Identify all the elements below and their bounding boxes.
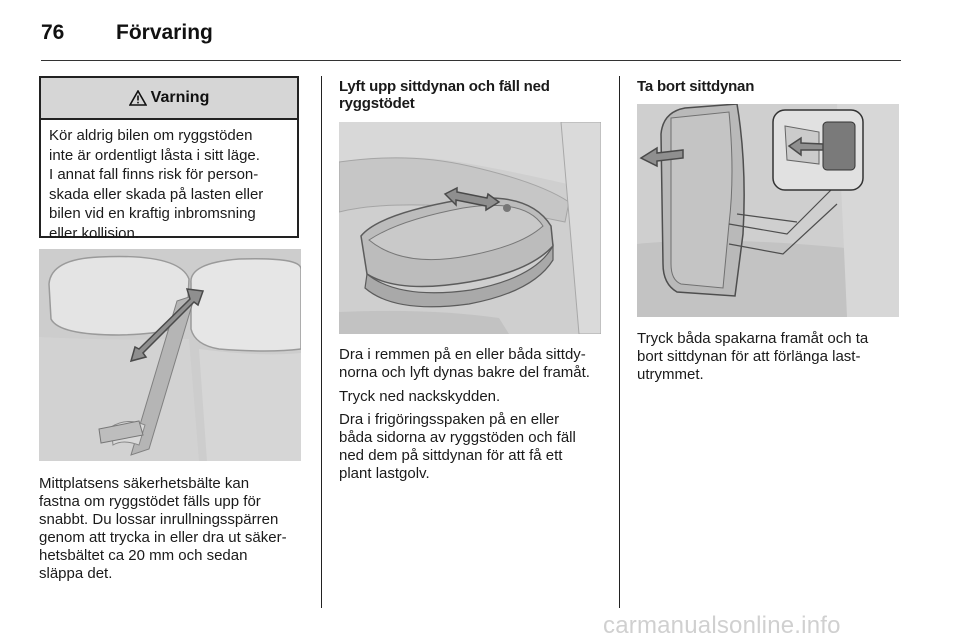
warning-body	[41, 120, 297, 243]
heading-line: Ta bort sittdynan	[637, 78, 755, 95]
warning-box	[39, 76, 299, 242]
warning-line: eller kollision.	[49, 224, 140, 242]
col2-line: plant lastgolv.	[339, 465, 430, 482]
section-heading-lift-cushion	[339, 78, 550, 112]
col3-paragraph	[637, 330, 868, 384]
col3-line: utrymmet.	[637, 366, 704, 383]
remove-cushion-illustration	[637, 104, 899, 317]
page-title: Förvaring	[116, 21, 213, 44]
warning-triangle-icon	[129, 90, 147, 106]
heading-line: ryggstödet	[339, 95, 415, 112]
col1-line: Mittplatsens säkerhetsbälte kan	[39, 475, 250, 492]
warning-header	[41, 78, 297, 120]
warning-line: skada eller skada på lasten eller	[49, 185, 264, 203]
col1-line: hetsbältet ca 20 mm och sedan	[39, 547, 248, 564]
col1-line: snabbt. Du lossar inrullningsspärren	[39, 511, 279, 528]
warning-line: I annat fall finns risk för person-	[49, 166, 259, 183]
col2-paragraph-3	[339, 411, 576, 483]
warning-line: bilen vid en kraftig inbromsning	[49, 205, 256, 222]
watermark: carmanualsonline.info	[603, 612, 841, 639]
col2-paragraph-2	[339, 388, 500, 406]
col2-line: norna och lyft dynas bakre del framåt.	[339, 364, 590, 381]
col3-line: Tryck båda spakarna framåt och ta	[637, 330, 869, 347]
col2-line: båda sidorna av ryggstöden och fäll	[339, 429, 576, 446]
section-heading-remove-cushion	[637, 78, 754, 95]
header-rule	[41, 60, 901, 61]
warning-line: Kör aldrig bilen om ryggstöden	[49, 127, 253, 144]
col3-line: bort sittdynan för att förlänga last-	[637, 348, 861, 365]
col1-paragraph	[39, 475, 287, 583]
seatbelt-illustration	[39, 249, 301, 461]
seat-cushion-illustration	[339, 122, 601, 334]
col2-line: Dra i frigöringsspaken på en eller	[339, 411, 560, 428]
col1-line: fastna om ryggstödet fälls upp för	[39, 493, 261, 510]
col2-paragraph-1	[339, 346, 590, 382]
heading-line: Lyft upp sittdynan och fäll ned	[339, 78, 550, 95]
column-divider	[619, 76, 620, 608]
warning-line: inte är ordentligt låsta i sitt läge.	[49, 146, 260, 164]
page-number: 76	[41, 21, 65, 44]
col2-line: Tryck ned nackskydden.	[339, 388, 501, 405]
col2-line: Dra i remmen på en eller båda sittdy-	[339, 346, 586, 363]
col1-line: släppa det.	[39, 565, 113, 582]
warning-title: Varning	[150, 89, 210, 106]
col1-line: genom att trycka in eller dra ut säker-	[39, 529, 287, 546]
column-divider	[321, 76, 322, 608]
col2-line: ned dem på sittdynan för att få ett	[339, 447, 563, 464]
